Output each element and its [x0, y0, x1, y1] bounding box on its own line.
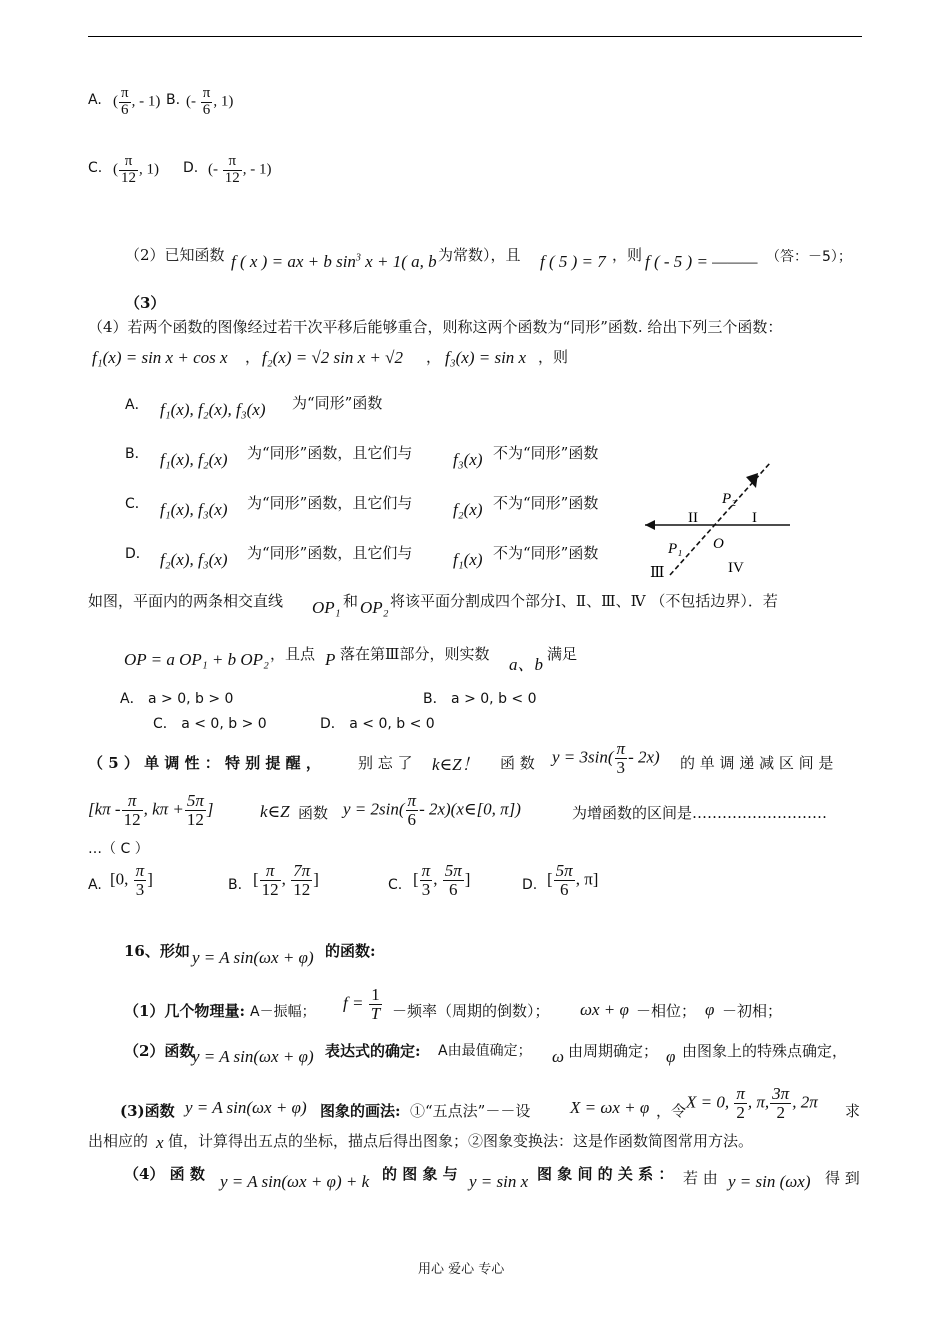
q5-option-a — [110, 862, 153, 899]
close: ） — [134, 841, 149, 857]
q3-label: （3） — [125, 294, 166, 312]
denominator: 2 — [736, 1102, 745, 1122]
y1-b: - 2x) — [628, 747, 660, 767]
option-a — [113, 86, 160, 119]
int-a: [kπ - — [88, 799, 121, 819]
numerator: π — [616, 739, 626, 758]
plane-option-d: D． a < 0, b < 0 — [320, 716, 435, 732]
dots: …（ — [88, 841, 116, 857]
val: [0, — [110, 869, 129, 889]
paren: ( — [113, 93, 118, 110]
q4-d-label: D． — [125, 546, 150, 562]
s16-p1-d: －初相； — [722, 1002, 783, 1020]
s16-p3-line2-b: 值，计算得出五点的坐标，描点后得出图象；②图象变换法：这是作函数简图常用方法。 — [168, 1132, 754, 1150]
q5-y1 — [552, 740, 660, 777]
denominator: 3 — [616, 757, 626, 777]
numerator: π — [736, 1084, 745, 1103]
end: ] — [464, 869, 471, 889]
label-region-iv: IV — [728, 560, 744, 576]
tail: , - 1) — [242, 161, 272, 178]
q5-option-d: [ $\frac{5\pi}{6}$ , π] — [547, 861, 599, 899]
fraction — [122, 792, 143, 829]
q5-a-label: A. — [88, 877, 102, 893]
denominator: 6 — [448, 879, 458, 899]
numerator: π — [202, 85, 211, 101]
label-region-iii: Ⅲ — [650, 565, 665, 581]
y2-a: y = 2sin( — [343, 799, 405, 819]
plane-option-c: C． a < 0, b > 0 — [153, 716, 267, 732]
q5-interval — [88, 792, 214, 829]
s16-title-a: 16、形如 — [124, 942, 190, 960]
label-region-i: I — [752, 510, 757, 526]
denominator: 6 — [407, 809, 417, 829]
label-o: O — [713, 536, 724, 552]
q5-option-b: [ $\frac{\pi}{12}$ , $\frac{7\pi}{12}$ ] — [253, 861, 319, 899]
option-d-label: D. — [183, 160, 199, 176]
plane-satisfy: 满足 — [547, 645, 578, 663]
q5-func-word: 函 数 — [500, 754, 535, 772]
q5-answer-line — [88, 838, 149, 858]
s16-p2-b: 由周期确定； — [568, 1042, 659, 1060]
q4-c-other: f₂(x) — [453, 500, 483, 519]
s16-p3-line2-a: 出相应的 — [88, 1132, 149, 1150]
s16-p3-bold: 图象的画法: — [320, 1102, 401, 1120]
s16-p3-values — [686, 1085, 818, 1122]
s16-p3-head: (3)函数 — [120, 1102, 175, 1120]
q4-b-tail: 不为“同形”函数 — [493, 444, 599, 462]
q5-option-c: [ $\frac{\pi}{3}$ , $\frac{5\pi}{6}$ ] — [413, 861, 471, 899]
plane-op1: OP₁ — [312, 598, 341, 617]
fraction — [201, 86, 213, 119]
denominator: T — [370, 1003, 381, 1023]
denominator: 3 — [135, 879, 145, 899]
paren: (- — [208, 161, 222, 178]
fraction — [734, 1085, 747, 1122]
denominator: 12 — [224, 169, 240, 186]
q5-incr: 为增函数的区间是……………………… — [572, 804, 828, 822]
arrow-left-icon — [645, 520, 655, 530]
q4-a-label: A． — [125, 397, 149, 413]
header-rule — [88, 36, 862, 37]
s16-p2-a: A由最值确定； — [438, 1043, 532, 1059]
q2-func-a: f ( x ) = ax + b sin — [231, 252, 356, 271]
q2-func-b: x + 1( a, b — [365, 252, 437, 271]
option-d — [208, 154, 272, 187]
option-c-label: C. — [88, 160, 103, 176]
plane-region: 落在第Ⅲ部分，则实数 — [340, 645, 490, 663]
numerator: 7π — [293, 861, 311, 880]
q4-d-funcs: f₂(x), f₃(x) — [160, 550, 228, 569]
plane-op2: OP₂ — [360, 598, 389, 617]
q4-then: ，则 — [538, 348, 569, 366]
q2-lead: （2）已知函数 — [125, 246, 225, 264]
q5-func2: 函数 — [298, 804, 329, 822]
y2-b: - 2x)(x∈[0, π]) — [419, 799, 521, 819]
q4-c-text: 为“同形”函数，且它们与 — [247, 494, 413, 512]
q5-y2 — [343, 792, 521, 829]
int-c: ] — [206, 799, 214, 819]
s16-p3-b: ，令 — [656, 1102, 687, 1120]
q4-d-tail: 不为“同形”函数 — [493, 544, 599, 562]
s16-p4-b: 得 到 — [825, 1169, 860, 1187]
q5-tail1: 的 单 调 递 减 区 间 是 — [680, 754, 834, 772]
option-b-label: B. — [166, 92, 181, 108]
s16-title-b: 的函数: — [325, 942, 376, 960]
q2-cond: f ( 5 ) = 7 — [540, 252, 606, 271]
s16-p4-func: y = A sin(ωx + φ) + k — [220, 1172, 370, 1191]
s16-p2-func: y = A sin(ωx + φ) — [192, 1047, 314, 1066]
q5-body1: 别 忘 了 — [358, 754, 413, 772]
q2-ask: f ( - 5 ) = ——— — [645, 252, 758, 271]
denominator: 12 — [186, 809, 204, 829]
s16-p3-func: y = A sin(ωx + φ) — [185, 1098, 307, 1117]
denominator: 12 — [123, 809, 141, 829]
s16-p3-c: 求 — [845, 1102, 861, 1120]
s16-p2-omega: ω — [552, 1047, 565, 1066]
plane-ab: a、b — [509, 655, 543, 674]
answer: C — [120, 841, 131, 857]
plane-figure — [640, 455, 800, 585]
q4-d-text: 为“同形”函数，且它们与 — [247, 544, 413, 562]
s16-p1-b: －频率（周期的倒数）； — [392, 1002, 550, 1020]
s16-p3-a: ①“五点法”－－设 — [410, 1102, 531, 1120]
numerator: π — [223, 154, 242, 171]
numerator: 3π — [772, 1084, 790, 1103]
denominator: 6 — [202, 101, 211, 118]
q4-a-text: 为“同形”函数 — [292, 394, 383, 412]
s16-p4-sin: y = sin x — [469, 1172, 529, 1191]
q2-const: 为常数），且 — [438, 246, 521, 264]
end: ] — [147, 869, 153, 889]
q5-c-label: C. — [388, 877, 403, 893]
paren: ( — [113, 161, 118, 178]
numerator: π — [119, 154, 138, 171]
numerator: π — [260, 862, 281, 881]
s16-p1-phi: φ — [705, 1000, 715, 1019]
q4-sep1: ， — [245, 348, 261, 366]
denominator: 12 — [293, 879, 311, 899]
q2-answer: （答：－5）； — [766, 249, 852, 265]
s16-p4-bold2: 图 象 间 的 关 系 ： — [537, 1165, 674, 1183]
plane-and: 和 — [343, 592, 359, 610]
q2-then: ，则 — [612, 246, 643, 264]
fraction — [223, 154, 242, 187]
fraction — [406, 792, 419, 829]
q4-b-funcs: f₁(x), f₂(x) — [160, 450, 228, 469]
q2-func — [231, 252, 437, 272]
q5-head: （ 5 ） 单 调 性 ： 特 别 提 醒 ， — [88, 754, 321, 772]
arrow-up-icon — [746, 473, 758, 488]
option-a-label: A. — [88, 92, 102, 108]
q4-c-tail: 不为“同形”函数 — [493, 494, 599, 512]
numerator: 1 — [369, 986, 382, 1005]
fraction — [770, 1085, 791, 1122]
tail: , - 1) — [131, 93, 161, 110]
fraction — [185, 792, 206, 829]
end: , π] — [575, 869, 599, 889]
label-p1: P₁ — [668, 541, 683, 557]
int-b: , kπ + — [143, 799, 184, 819]
label-region-ii: II — [688, 510, 698, 526]
q4-b-label: B． — [125, 446, 149, 462]
numerator: 5π — [555, 861, 573, 880]
fraction — [260, 862, 281, 899]
paren: (- — [186, 93, 200, 110]
s16-p2-phi: φ — [666, 1047, 676, 1066]
s16-p2-head: （2）函数 — [124, 1042, 195, 1060]
tail: , 1) — [139, 161, 159, 178]
q4-c-label: C． — [125, 496, 149, 512]
s16-p4-bold: 的 图 象 与 — [382, 1165, 458, 1183]
q5-d-label: D. — [522, 877, 538, 893]
option-b — [186, 86, 233, 119]
denominator: 12 — [261, 879, 279, 899]
s16-p4-head: （4） 函 数 — [124, 1165, 205, 1183]
s16-p1-a: A－振幅； — [250, 1004, 316, 1020]
x-zero: X = 0, — [686, 1092, 730, 1112]
plane-p: P — [325, 650, 336, 669]
fraction — [554, 862, 575, 899]
mid: , π, — [747, 1092, 770, 1112]
tail: , 1) — [213, 93, 234, 110]
fraction — [291, 862, 312, 899]
plane-option-a: A． a > 0, b > 0 — [120, 691, 234, 707]
q5-kz2: k∈Z — [260, 802, 290, 821]
s16-p3-x: X = ωx + φ — [570, 1098, 650, 1117]
numerator: π — [122, 792, 143, 811]
fraction — [134, 862, 147, 899]
q4-intro: （4）若两个函数的图像经过若干次平移后能够重合，则称这两个函数为“同形”函数. 给出下列三个函数： — [88, 318, 783, 336]
f: f = — [343, 993, 364, 1013]
denominator: 12 — [121, 169, 136, 186]
s16-p4-sinw: y = sin (ωx) — [728, 1172, 811, 1191]
s16-p2-c: 由图象上的特殊点确定， — [682, 1042, 848, 1060]
q4-f3: f₃(x) = sin x — [445, 348, 527, 367]
y1-a: y = 3sin( — [552, 747, 614, 767]
end: , 2π — [792, 1092, 818, 1112]
label-p2: P₂ — [722, 491, 737, 507]
fraction — [443, 862, 464, 899]
s16-func: y = A sin(ωx + φ) — [192, 948, 314, 967]
q4-c-funcs: f₁(x), f₃(x) — [160, 500, 228, 519]
s16-p3-xvar: x — [156, 1133, 164, 1152]
s16-p1-f — [343, 986, 383, 1023]
denominator: 2 — [776, 1102, 785, 1122]
q5-b-label: B. — [228, 877, 243, 893]
numerator: 5π — [444, 861, 462, 880]
option-c — [113, 154, 159, 187]
numerator: π — [421, 861, 431, 880]
s16-p1-head: （1）几个物理量: — [124, 1002, 245, 1020]
plane-mid: ，且点 — [270, 645, 316, 663]
denominator: 6 — [559, 879, 569, 899]
fraction — [615, 740, 628, 777]
numerator: π — [407, 791, 417, 810]
plane-line1-b: 将该平面分割成四个部分Ⅰ、Ⅱ、Ⅲ、Ⅳ （不包括边界）．若 — [390, 592, 778, 610]
numerator: π — [121, 85, 129, 101]
fraction — [119, 154, 138, 187]
plane-option-b: B． a > 0, b < 0 — [423, 691, 537, 707]
denominator: 6 — [121, 101, 129, 118]
fraction — [369, 986, 382, 1023]
fraction — [420, 862, 433, 899]
q4-d-other: f₁(x) — [453, 550, 483, 569]
q4-f2: f₂(x) = √2 sin x + √2 — [262, 348, 403, 367]
q5-kz: k∈Z！ — [432, 755, 479, 774]
s16-p1-phase: ωx + φ — [580, 1000, 629, 1019]
q4-b-text: 为“同形”函数，且它们与 — [247, 444, 413, 462]
s16-p4-a: 若 由 — [683, 1169, 718, 1187]
q4-sep2: ， — [426, 348, 442, 366]
q4-b-other: f₃(x) — [453, 450, 483, 469]
end: ] — [313, 869, 319, 889]
denominator: 3 — [421, 879, 431, 899]
plane-line1-a: 如图，平面内的两条相交直线 — [88, 592, 284, 610]
q4-a-funcs: f₁(x), f₂(x), f₃(x) — [160, 400, 266, 419]
fraction — [119, 86, 131, 119]
exponent: 3 — [355, 252, 361, 264]
q4-f1: f₁(x) = sin x + cos x — [92, 348, 228, 367]
s16-p2-bold: 表达式的确定: — [325, 1042, 421, 1060]
page-footer: 用心 爱心 专心 — [418, 1262, 505, 1277]
s16-p1-c: －相位； — [636, 1002, 697, 1020]
numerator: π — [135, 861, 145, 880]
plane-eq: OP = a OP₁ + b OP₂ — [124, 650, 269, 669]
numerator: 5π — [186, 791, 204, 810]
